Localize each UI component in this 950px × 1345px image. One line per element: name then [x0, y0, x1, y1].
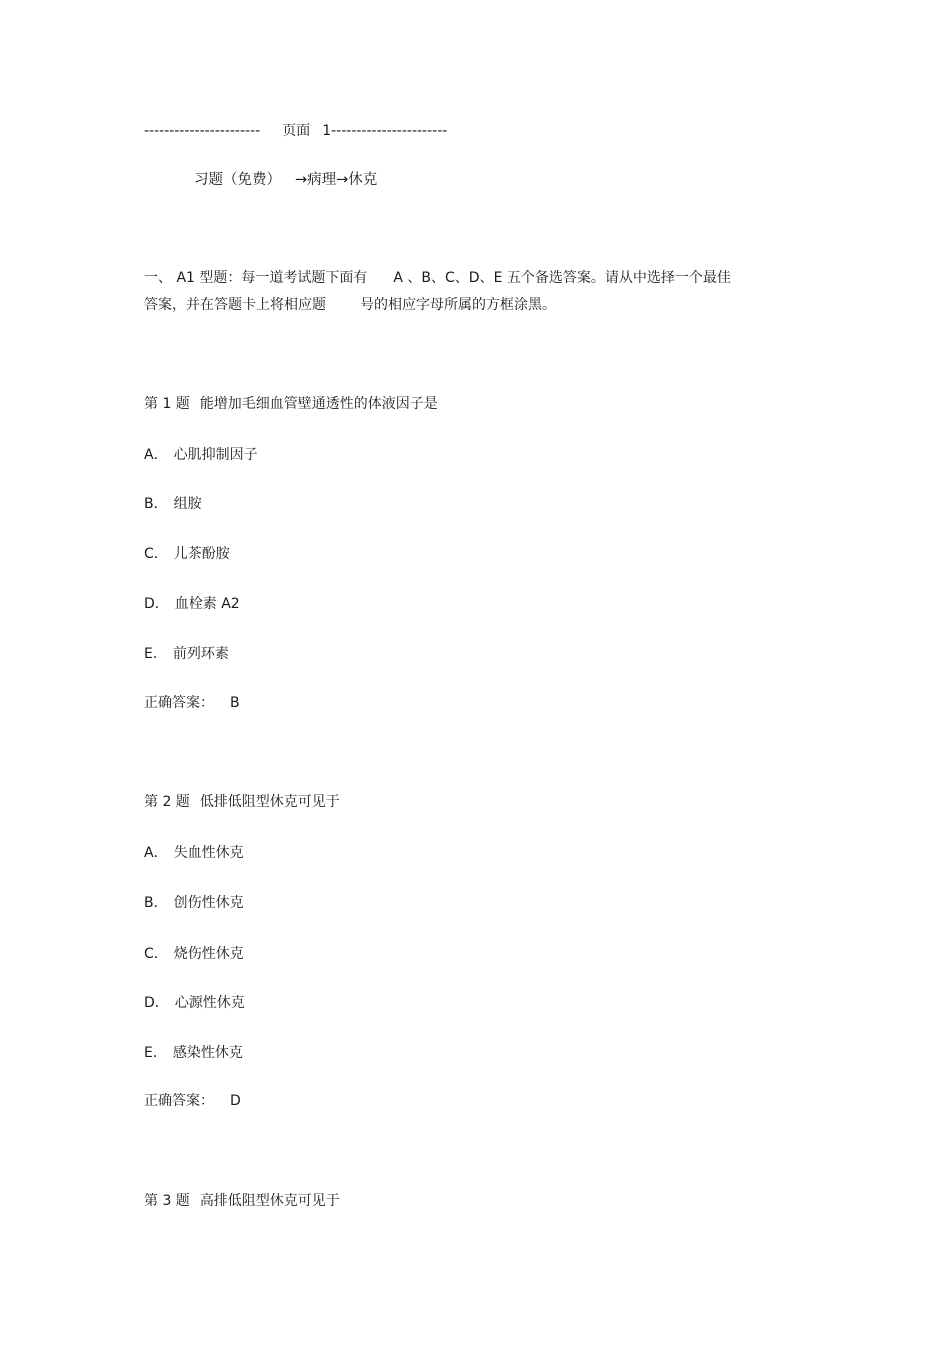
question-1-option-b	[144, 494, 202, 514]
option-text: 前列环素	[172, 646, 229, 662]
answer-value: B	[230, 695, 240, 711]
header-dashes-right: -----------------------	[331, 123, 448, 139]
question-2-option-d	[144, 993, 245, 1013]
question-2-option-e	[144, 1043, 243, 1063]
breadcrumb-item-shock: →休克	[336, 172, 378, 188]
intro-text-a: 一、 A1 型题：每一道考试题下面有	[144, 270, 368, 286]
option-letter: C．	[144, 546, 168, 562]
question-1-answer	[144, 693, 240, 713]
breadcrumb-item-exercises: 习题（免费）	[194, 172, 281, 188]
question-2-option-c	[144, 944, 244, 964]
question-2-answer	[144, 1091, 241, 1111]
option-letter: B．	[144, 895, 168, 911]
question-number: 第 3 题	[144, 1193, 190, 1209]
option-text: 心肌抑制因子	[173, 447, 258, 463]
question-number: 第 1 题	[144, 396, 190, 412]
question-number: 第 2 题	[144, 794, 190, 810]
option-letter: B．	[144, 496, 168, 512]
option-text: 烧伤性休克	[173, 946, 244, 962]
breadcrumb	[194, 170, 377, 190]
question-1-option-a	[144, 445, 258, 465]
page-number: 1	[322, 123, 332, 139]
question-2-option-a	[144, 843, 244, 863]
option-text: 感染性休克	[172, 1045, 243, 1061]
option-text: 心源性休克	[174, 995, 245, 1011]
answer-value: D	[230, 1093, 241, 1109]
question-1-option-d	[144, 594, 240, 614]
question-text: 能增加毛细血管壁通透性的体液因子是	[199, 396, 438, 412]
option-text: 组胺	[173, 496, 202, 512]
question-text: 低排低阻型休克可见于	[199, 794, 340, 810]
question-3-title	[144, 1191, 340, 1211]
option-text: 失血性休克	[173, 845, 244, 861]
header-dashes-left: -----------------------	[144, 123, 261, 139]
question-2-option-b	[144, 893, 244, 913]
option-letter: E．	[144, 646, 167, 662]
question-1-option-e	[144, 644, 229, 664]
answer-label: 正确答案：	[144, 695, 214, 711]
section-intro-line-2	[144, 295, 556, 315]
question-2-title	[144, 792, 340, 812]
option-letter: C．	[144, 946, 168, 962]
section-intro-line-1	[144, 268, 731, 288]
page-header	[144, 121, 447, 141]
question-text: 高排低阻型休克可见于	[199, 1193, 340, 1209]
page-label: 页面	[282, 123, 311, 139]
option-text: 血栓素 A2	[174, 596, 240, 612]
intro-text-b: A 、B、C、D、E 五个备选答案。请从中选择一个最佳	[393, 270, 731, 286]
option-letter: D．	[144, 995, 169, 1011]
option-letter: A．	[144, 447, 168, 463]
option-letter: E．	[144, 1045, 167, 1061]
answer-label: 正确答案：	[144, 1093, 214, 1109]
option-text: 创伤性休克	[173, 895, 244, 911]
intro-text-c: 答案，并在答题卡上将相应题	[144, 297, 326, 313]
option-letter: D．	[144, 596, 169, 612]
intro-text-d: 号的相应字母所属的方框涂黑。	[360, 297, 556, 313]
question-1-title	[144, 394, 438, 414]
question-1-option-c	[144, 544, 230, 564]
option-letter: A．	[144, 845, 168, 861]
option-text: 儿茶酚胺	[173, 546, 230, 562]
breadcrumb-item-pathology: →病理	[295, 172, 337, 188]
